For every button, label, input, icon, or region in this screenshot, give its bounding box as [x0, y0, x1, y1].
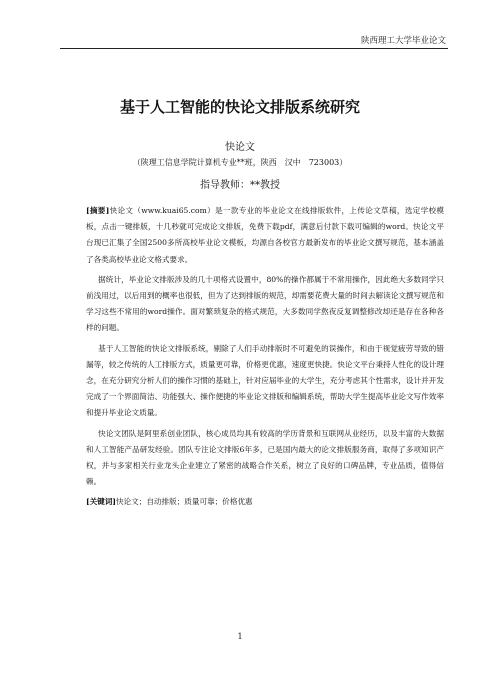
author-name: 快论文 — [225, 142, 255, 153]
author-affiliation: （陕理工信息学院计算机专业**班，陕西 汉中 723003） — [132, 158, 348, 167]
keywords-text: 快论文；自动排版；质量可靠；价格优惠 — [115, 497, 253, 507]
page-number: 1 — [237, 632, 243, 641]
abstract-label: [摘要] — [86, 206, 110, 215]
keywords-paragraph — [86, 494, 444, 510]
advisor-line: 指导教师：**教授 — [200, 180, 280, 191]
running-header: 陕西理工大学毕业论文 — [360, 36, 446, 46]
abstract-paragraph — [86, 203, 444, 268]
header-rule — [60, 48, 448, 49]
paper-body — [86, 203, 444, 515]
abstract-text: 快论文（www.kuai65.com）是一款专业的毕业论文在线排版软件，上传论文草稿，选定学校模板，点击一键排版，十几秒就可完成论文排版，免费下载pdf，满意后付款下载可编辑的word。快论文平台现已汇集了全国2500多所高校毕业论文模板，均源自各校官方最新发布的毕业论文撰写规范，基本涵盖了各类高校毕业论文格式要求。 — [86, 206, 444, 264]
body-paragraph-1: 据统计，毕业论文排版涉及的几十项格式设置中，80%的操作都属于不常用操作，因此绝大多数同学只前浅用过，以后用到的概率也很低，但为了达到排版的规范，却需要花费大量的时间去解读论文撰写规范和学习这些不常用的word操作。面对繁琐复杂的格式规范，大多数同学熬夜反复调整修改却还是存在各种各样的问题。 — [86, 274, 444, 333]
keywords-label: [关键词] — [86, 497, 116, 507]
body-paragraph-3: 快论文团队是阿里系创业团队，核心成员均具有较高的学历背景和互联网从业经历，以及丰富的大数据和人工智能产品研发经验。团队专注论文排版6年多，已是国内最大的论文排版服务商，取得了多项知识产权，并与多家相关行业龙头企业建立了紧密的战略合作关系，树立了良好的口碑品牌，专业品质，值得信赖。 — [86, 428, 444, 487]
body-paragraph-2: 基于人工智能的快论文排版系统，剔除了人们手动排版时不可避免的误操作，和由于视觉疲劳导致的错漏等，较之传统的人工排版方式，质量更可靠，价格更优惠，速度更快捷。快论文平台秉持人性化的设计理念，在充分研究分析人们的操作习惯的基础上，针对应届毕业的大学生，充分考虑其个性需求，设计并开发完成了一个界面简洁、功能强大、操作便捷的毕业论文排版和编辑系统，帮助大学生提高毕业论文写作效率和提升毕业论文质量。 — [86, 343, 444, 418]
paper-title: 基于人工智能的快论文排版系统研究 — [119, 98, 360, 116]
